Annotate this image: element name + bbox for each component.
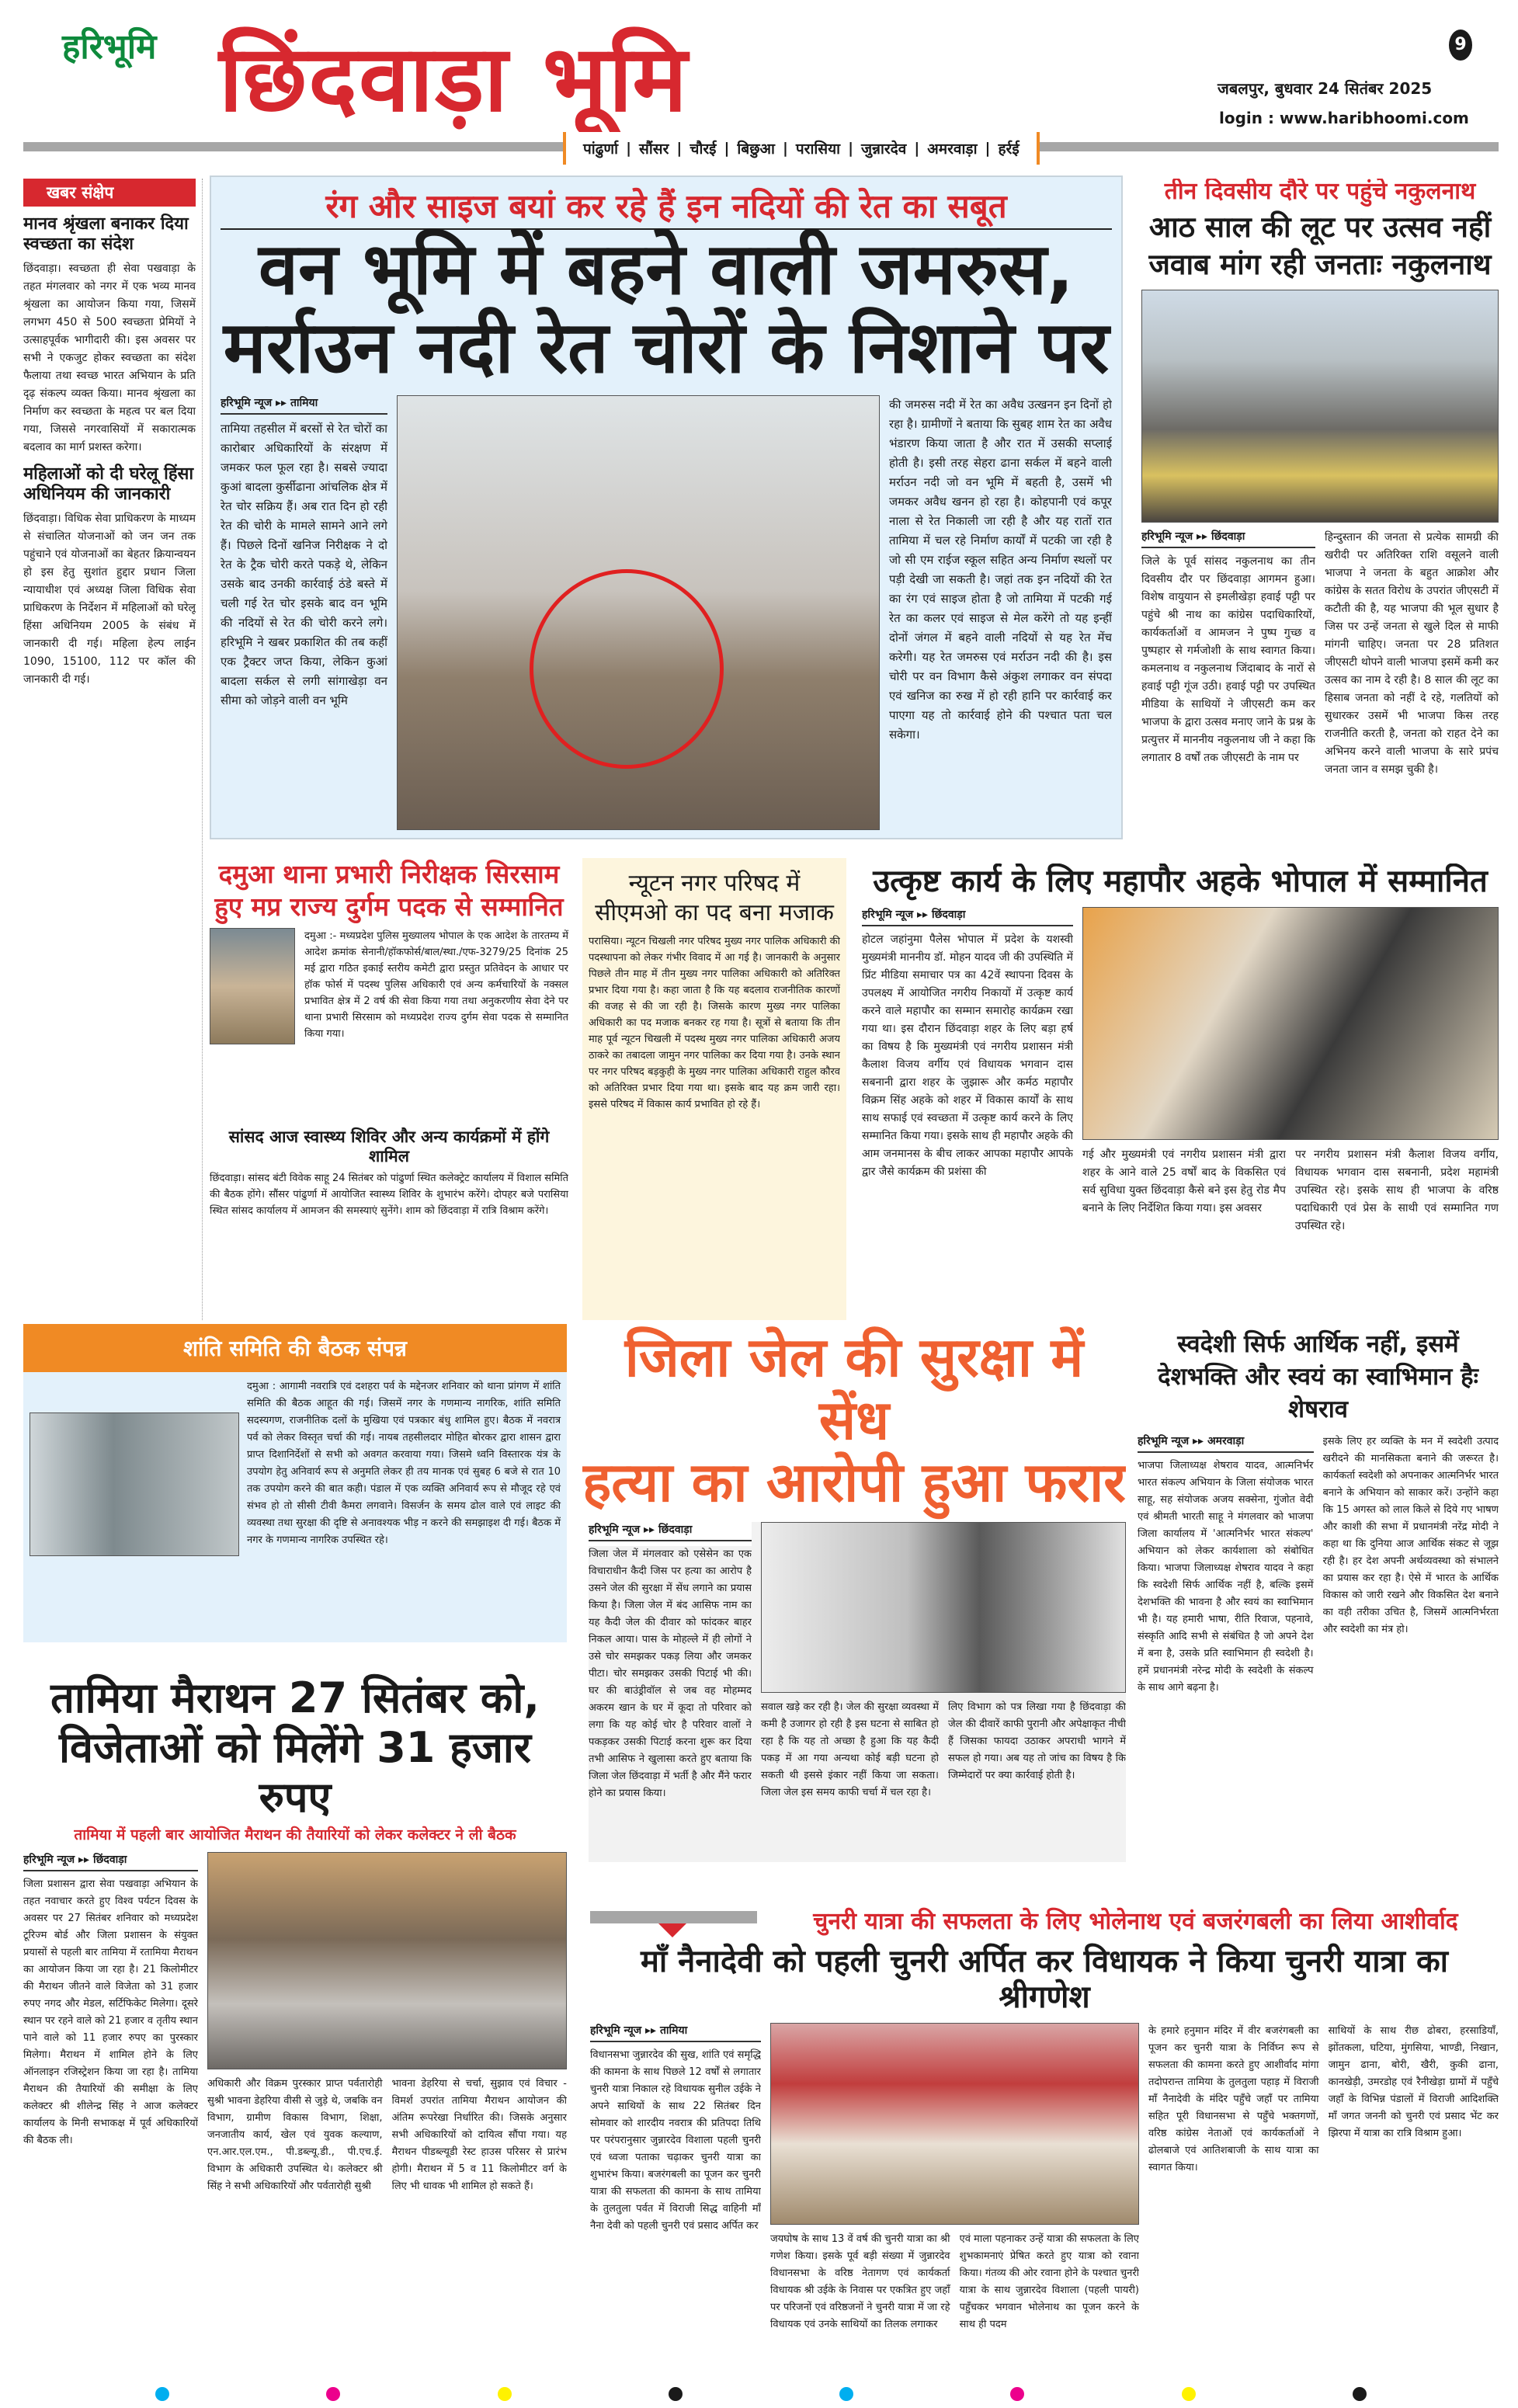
jail-story (582, 1326, 1126, 1862)
collector-meeting-photo (207, 1852, 567, 2069)
officer-photo (210, 928, 295, 1044)
jail-text-col: सवाल खड़े कर रही है। जेल की सुरक्षा व्यवस्था में कमी है उजागर हो रही है इस घटना से साबित हो रहा है कि यह तो अच्छा है हुआ कि यह कैदी पकड़ में आ गया अन्यथा कोई बड़ी घटना हो सकती थी इससे इंकार नहीं किया जा सकता। जिला जेल इस समय काफी चर्चा में चल रहा है। (761, 1701, 939, 1798)
brief-column (23, 179, 196, 1316)
award-photo (1082, 907, 1499, 1140)
nav-item-sausar[interactable]: सौंसर (639, 141, 669, 158)
chunri-headline: माँ नैनादेवी को पहली चुनरी अर्पित कर विधायक ने किया चुनरी यात्रा का श्रीगणेश (640, 1944, 1449, 2015)
damua-headline: दमुआ थाना प्रभारी निरीक्षक सिरसाम हुए मप्र राज्य दुर्गम पदक से सम्मानित (214, 859, 564, 922)
highlight-circle (530, 569, 724, 769)
shanti-box (23, 1372, 567, 1642)
chunri-text-col: साथियों के साथ रीछ ढोबरा, हरसाडियाँ, झोंतकला, घटिया, मुंगसिया, भाण्डी, निखान, जामुन ढाना, बोरी, खैरी, कुकी ढाना, कानखेड़ी, उमरडोह एवं रैनीखेड़ा ग्रामों में पहुँचे जहाँ के विभिन्न पंडालों में विराजी आदिशक्ति माँ जगत जननी को चुनरी एवं प्रसाद भेंट कर झिरपा में यात्रा का रात्रि विश्राम हुआ। (1328, 2025, 1499, 2139)
magenta-dot (326, 2387, 340, 2401)
cyan-dot (839, 2387, 853, 2401)
cyan-dot (155, 2387, 169, 2401)
newton-box (582, 858, 846, 1320)
nav-item-junnardev[interactable]: जुन्नारदेव (861, 141, 907, 158)
shanti-body: दमुआ : आगामी नवरात्रि एवं दशहरा पर्व के मद्देनजर शनिवार को थाना प्रांगण में शांति समिति की बैठक आहूत की गई। जिसमें नगर के गणमान्य नागरिक, शांति समिति सदस्यगण, राजनीतिक दलों के मुखिया एवं पत्रकार बंधु शामिल हुए। बैठक में नवरात्र पर्व को लेकर विस्तृत चर्चा की गई। नायब तहसीलदार मोहित बोरकर द्वारा शासन द्वारा प्राप्त दिशानिर्देशों से सभी को अवगत करवाया गया। जिसमे ध्वनि विस्तारक यंत्र के उपयोग हेतु अनिवार्य रूप से अनुमति लेकर ही तय मानक एवं सुबह 6 बजे से रात 10 तक उपयोग करने की बात कही। पंडाल में एक व्यक्ति अनिवार्य रूप से मौजूद रहे एवं संभव हो तो सीसी टीवी कैमरा लगवाने। विसर्जन के समय ढोल वाले एवं लाइट की व्यवस्था तथा सुरक्षा की दृष्टि से अनावश्यक भीड़ न करने की समझाइश दी गई। बैठक में नगर के गणमान्य नागरिक उपस्थित रहे। (247, 1381, 561, 1546)
chunri-yatra-photo (770, 2023, 1139, 2225)
chunri-byline: हरिभूमि न्यूज ▸▸ तामिया (590, 2023, 761, 2042)
brief-headline: महिलाओं को दी घरेलू हिंसा अधिनियम की जानकारी (23, 464, 194, 505)
nav-item-harrai[interactable]: हर्रई (998, 141, 1020, 158)
brief-label: खबर संक्षेप (23, 179, 196, 207)
page-title: छिंदवाड़ा भूमि (219, 25, 689, 132)
marathon-text-col: भावना डेहरिया से चर्चा, सुझाव एवं विचार - विमर्श उपरांत तामिया मैराथन आयोजन की अंतिम रूपरेखा निर्धारित की। जिसके अनुसार सभी अधिकारियों को दायित्व सौंपा गया। यह मैराथन पीडब्ल्यूडी रेस्ट हाउस परिसर से प्रारंभ होगी। मैराथन में 5 व 11 किलोमीटर वर्ग के लिए भी धावक भी शामिल हो सकते हैं। (391, 2077, 567, 2192)
mp-program-body: छिंदवाड़ा। सांसद बंटी विवेक साहू 24 सितंबर को पांढुर्णा स्थित कलेक्ट्रेट कार्यालय में विशाल समिति की बैठक होंगे। सौंसर पांढुर्णा में आयोजित स्वास्थ्य शिविर के शुभारंभ करेंगे। दोपहर बजे परासिया स्थित सांसद कार्यालय में आमजन की समस्याएं सुनेंगे। शाम को छिंदवाड़ा में रात्रि विश्राम करेंगे। (210, 1172, 568, 1217)
nav-item-pandhurna[interactable]: पांढुर्णा (583, 141, 619, 158)
swadeshi-text-col: इसके लिए हर व्यक्ति के मन में स्वदेशी उत्पाद खरीदने की मानसिकता बनाने की जरूरत है। कार्यकर्ता स्वदेशी को अपनाकर आत्मनिर्भर भारत बनाने के अभियान को साकार करें। उन्होंने कहा कि 15 अगस्त को लाल किले से दिये गए भाषण और काशी की सभा में प्रधानमंत्री नरेंद्र मोदी ने कहा था कि दुनिया आज आर्थिक संकट से जूझ रही है। हर देश अपनी अर्थव्यवस्था को संभालने का प्रयास कर रहा है। ऐसे में भारत के आर्थिक विकास को जारी रखने और विकसित देश बनाने का वही तरीका उचित है, जिसमें आत्मनिर्भरता और स्वदेशी का मंत्र हो। (1322, 1436, 1499, 1635)
chunri-story (590, 1906, 1499, 2380)
marathon-text-col: जिला प्रशासन द्वारा सेवा पखवाड़ा अभियान के तहत नवाचार करते हुए विश्व पर्यटन दिवस के अवसर पर 27 सितंबर शनिवार को मध्यप्रदेश टूरिज्म बोर्ड और जिला प्रशासन के संयुक्त प्रयासों से पहली बार तामिया में रतामिया मैराथन का आयोजन किया जा रहा है। 21 किलोमीटर की मैराथन जीतने वाले विजेता को 31 हजार रुपए नगद और मेडल, सर्टिफिकेट मिलेगा। दूसरे स्थान पर रहने वाले को 21 हजार व तृतीय स्थान पाने वाले को 11 हजार रुपए का पुरस्कार मिलेगा। मैराथन में शामिल होने के लिए ऑनलाइन रजिस्ट्रेशन किया जा रहा है। तामिया मैराथन की तैयारियों की समीक्षा के लिए कलेक्टर श्री शीलेन्द्र सिंह ने आज कलेक्टर कार्यालय के मिनी सभाकक्ष में पूर्व अधिकारियों की बैठक ली। (23, 1878, 198, 2146)
lead-headline: मर्राउन नदी रेत चोरों के निशाने पर (223, 306, 1110, 390)
newton-headline: सीएमओ का पद बना मजाक (595, 898, 834, 926)
marathon-text-col: अधिकारी और विक्रम पुरस्कार प्राप्त पर्वतारोही सुश्री भावना डेहरिया वीसी से जुड़े थे, जबकि वन विभाग, ग्रामीण विकास विभाग, शिक्षा, जनजातीय कार्य, खेल एवं युवक कल्याण, एन.आर.एल.एम., पी.डब्ल्यू.डी., पी.एच.ई. विभाग के अधिकारी उपस्थित थे। कलेक्टर श्री सिंह ने सभी अधिकारियों और पर्वतारोही सुश्री (207, 2077, 383, 2192)
swadeshi-text-col: भाजपा जिलाध्यक्ष शेषराव यादव, आत्मनिर्भर भारत संकल्प अभियान के जिला संयोजक भारत साहू, सह संयोजक अजय सक्सेना, गुंजोत वेदी एवं श्रीमती भारती साहू ने मंगलवार को भाजपा जिला कार्यालय में 'आत्मनिर्भर भारत संकल्प' अभियान को लेकर कार्यशाला को संबोधित किया। भाजपा जिलाध्यक्ष शेषराव यादव ने कहा कि स्वदेशी सिर्फ आर्थिक नहीं है, बल्कि इसमें देशभक्ति की भावना है और स्वयं का स्वाभिमान भी है। यह हमारी भाषा, रीति रिवाज, पहनावे, संस्कृति आदि सभी से संबंधित है जो अपने देश में बना है, उसके प्रति स्वाभिमान ही स्वदेशी है। हमें प्रधानमंत्री नरेन्द्र मोदी के स्वदेशी के संकल्प के साथ आगे बढ़ना है। (1138, 1460, 1314, 1694)
mahapaur-text-col: पर नगरीय प्रशासन मंत्री कैलाश विजय वर्गीय, विधायक भगवान दास सबनानी, प्रदेश महामंत्री उपस्थित रहे। इसके साथ ही भाजपा के वरिष्ठ पदाधिकारी एवं प्रेस के साथी एवं सम्मानित गण उपस्थित रहे। (1295, 1148, 1499, 1232)
dateline: जबलपुर, बुधवार 24 सितंबर 2025 (1218, 79, 1433, 98)
jail-headline: जिला जेल की सुरक्षा में सेंध (624, 1326, 1084, 1452)
chunri-text-col: के हमारे हनुमान मंदिर में वीर बजरंगबली का पूजन कर चुनरी यात्रा के निर्विघ्न रूप से सफलता की कामना करते हुए आशीर्वाद मांगा तदोपरान्त तामिया के तुलतुला पहाड़ में विराजी माँ नैनादेवी के मंदिर पहुँचे जहाँ पर तामिया सहित पूरी विधानसभा से पहुँचे भक्तगणों, वरिष्ठ कांग्रेस नेताओं एवं कार्यकर्ताओं ने ढोलबाजे एवं आतिशबाजी के साथ यात्रा का स्वागत किया। (1148, 2025, 1319, 2173)
nav-item-amarwara[interactable]: अमरवाड़ा (927, 141, 978, 158)
shanti-label: शांति समिति की बैठक संपन्न (23, 1324, 567, 1372)
nakulnath-byline: हरिभूमि न्यूज ▸▸ छिंदवाड़ा (1141, 529, 1315, 548)
marathon-story (23, 1673, 567, 2380)
magenta-dot (1010, 2387, 1024, 2401)
mahapaur-text-col: होटल जहांनुमा पैलेस भोपाल में प्रदेश के यशस्वी मुख्यमंत्री माननीय डॉ. मोहन यादव जी की उपस्थिति में प्रिंट मीडिया समाचार पत्र का 42वें स्थापना दिवस के उपलक्ष्य में आयोजित नगरीय निकायों में उत्कृष्ट कार्य करने वाले महापौर का सम्मान समारोह कार्यक्रम रखा गया था। इस दौरान छिंदवाड़ा शहर के लिए बड़ा हर्ष का विषय है कि मुख्यमंत्री एवं नगरीय प्रशासन मंत्री कैलाश विजय वर्गीय एवं विधायक भगवान दास सबनानी द्वारा शहर के जुझारू और कर्मठ महापौर विक्रम सिंह अहके को शहर में विकास कार्यों के साथ साथ सफाई एवं स्वच्छता में उत्कृष्ट कार्य करने के लिए सम्मानित किया गया। इसके साथ ही महापौर अहके की आम जनमानस के बीच लाकर आपका महापौर आपके द्वार जैसे कार्यक्रम की प्रशंसा की (862, 933, 1073, 1178)
nakulnath-text-col: जिले के पूर्व सांसद नकुलनाथ का तीन दिवसीय दौर पर छिंदवाड़ा आगमन हुआ। विशेष वायुयान से इमलीखेड़ा हवाई पट्टी पर पहुंचे श्री नाथ का कांग्रेस पदाधिकारियों, कार्यकर्ताओं व आमजन ने पुष्प गुच्छ व पुष्पहार से गर्मजोशी के साथ स्वागत किया। कमलनाथ व नकुलनाथ जिंदाबाद के नारों से हवाई पट्टी गूंज उठी। हवाई पट्टी पर उपस्थित मीडिया के साथियों ने जीएसटी कम कर भाजपा के द्वारा उत्सव मनाए जाने के प्रश्न के प्रत्युत्तर में माननीय नकुलनाथ जी ने कहा कि लगातार 8 वर्षों तक जीएसटी के नाम पर (1141, 554, 1315, 764)
lead-headline: वन भूमि में बहने वाली जमरुस, (259, 228, 1074, 311)
chunri-text-col: एवं माला पहनाकर उन्हें यात्रा की सफलता के लिए शुभकामनाएं प्रेषित करते हुए यात्रा को रवाना किया। गंतव्य की ओर रवाना होने के पश्चात चुनरी यात्रा के साथ जुन्नारदेव विशाला (पहली पायरी) पहुँचकर भगवान भोलेनाथ का पूजन करने के साथ ही पदम (959, 2233, 1139, 2330)
jail-text-col: जिला जेल में मंगलवार को एसेसेन का एक विचाराधीन कैदी जिस पर हत्या का आरोप है उसने जेल की सुरक्षा में सेंध लगाने का प्रयास किया है। जिला जेल में बंद आसिफ नाम का यह कैदी जेल की दीवार को फांदकर बाहर निकल आया। पास के मोहल्ले में ही लोगों ने उसे चोर समझकर पकड़ लिया और जमकर पीटा। चोर समझकर उसकी पिटाई भी की। घर की बाउंड्रीवॉल से जब वह मोहम्मद अकरम खान के घर में कूदा तो परिवार को लगा कि यह कोई चोर है परिवार वालों ने पकड़कर उसकी पिटाई करना शुरू कर दिया तभी आसिफ ने खुलासा करते हुए बताया कि जिला जेल छिंदवाड़ा में भर्ती है और मैंने फरार होने का प्रयास किया। (589, 1546, 752, 1863)
black-dot (669, 2387, 683, 2401)
nav-item-bichhua[interactable]: बिछुआ (737, 141, 775, 158)
nakulnath-photo (1141, 290, 1499, 523)
brand-logo: हरिभूमि (62, 27, 157, 67)
mahapaur-byline: हरिभूमि न्यूज ▸▸ छिंदवाड़ा (862, 907, 1073, 926)
sand-mining-photo (397, 395, 880, 830)
chevron-down-icon (658, 1923, 686, 1937)
shanti-story (23, 1324, 567, 1642)
jail-byline: हरिभूमि न्यूज ▸▸ छिंदवाड़ा (589, 1522, 752, 1541)
page-number-badge: 9 (1449, 30, 1472, 61)
marathon-byline: हरिभूमि न्यूज ▸▸ छिंदवाड़ा (23, 1852, 198, 1871)
brief-body: छिंदवाड़ा। स्वच्छता ही सेवा पखवाड़ा के तहत मंगलवार को नगर में एक भव्य मानव श्रृंखला का आयोजन किया गया, जिसमें लगभग 450 से 500 स्वच्छता प्रेमियों ने उत्साहपूर्वक भागीदारी की। इस अवसर पर सभी ने एकजुट होकर स्वच्छता का संदेश फैलाया तथा स्वच्छ भारत अभियान के प्रति दृढ़ संकल्प व्यक्त किया। मानव श्रृंखला का निर्माण कर स्वच्छता के महत्व पर बल दिया गया, जिससे नगरवासियों में सकारात्मक बदलाव का मार्ग प्रशस्त करेगा। (23, 262, 196, 453)
lead-text-col: की जमरुस नदी में रेत का अवैध उत्खनन इन दिनों हो रहा है। ग्रामीणों ने बताया कि सुबह शाम रेत का अवैध भंडारण किया जाता है और रात में उसकी सप्लाई होती है। इसी तरह सेहरा ढाना सर्कल में बहने वाली मर्राउन नदी जो वन भूमि में बहती है, उसमें भी जमकर अवैध खनन हो रहा है। कोहपानी एवं कपूर नाला से रेत निकाली जा रही है और यह रातों रात तामिया में चल रहे निर्माण कार्यों में पटकी जा रही है जो सी एम राईज स्कूल सहित अन्य निर्माण स्थलों पर पड़ी देखी जा सकती है। जहां तक इन नदियों की रेत का रंग एवं साइज होता है जो तामिया में पटकी गई रेत का कलर एवं साइज से मेल करेंगे तो यह इन्हीं दोनों जंगल में बहने वाली नदियों से यह रेत मेंच करेगी। यह रेत जमरुस एवं मर्राउन नदी की है। इस चोरी पर वन विभाग कैसे अंकुश लगाकर वन संपदा एवं खनिज का रुख में हो रही हानि पर कार्रवाई कर पाएगा यह तो कार्रवाई होने की पश्चात पता चल सकेगा। (889, 397, 1112, 742)
login-url[interactable]: login : www.haribhoomi.com (1219, 109, 1469, 127)
brief-headline: मानव श्रृंखला बनाकर दिया स्वच्छता का संदेश (23, 214, 189, 255)
swadeshi-byline: हरिभूमि न्यूज ▸▸ अमरवाड़ा (1138, 1433, 1314, 1453)
nav-item-parasia[interactable]: परासिया (795, 141, 841, 158)
swadeshi-story (1138, 1328, 1499, 1862)
mahapaur-story (862, 863, 1499, 1320)
nakulnath-text-col: हिन्दुस्तान की जनता से प्रत्येक सामग्री की खरीदी पर अतिरिक्त राशि वसूलने वाली भाजपा ने जनता के बहुत आक्रोश और कांग्रेस के सतत विरोध के उपरांत जीएसटी में कटौती की है, यह भाजपा की भूल सुधार है जिस पर उन्हें जनता से खुले दिल से माफी मांगनी चाहिए। जनता पर 28 प्रतिशत जीएसटी थोपने वाली भाजपा इसमें कमी कर उत्सव का नाम दे रही है। 8 साल की लूट का हिसाब जनता को नहीं दे रहे, गलतियों को सुधारकर उसमें भी भाजपा किस तरह राजनीति करती है, जनता को राहत देने का अभिनय करने वाली भाजपा के सारे प्रपंच जनता जान व समझ चुकी है। (1325, 530, 1499, 776)
lead-story (210, 175, 1123, 839)
meeting-photo (30, 1412, 239, 1556)
brief-body: छिंदवाड़ा। विधिक सेवा प्राधिकरण के माध्यम से संचालित योजनाओं को जन जन तक पहुंचाने एवं योजनाओं का बेहतर क्रियान्वयन हो इस हेतु सुशांत हुद्दार प्रधान जिला न्यायाधीश एवं अध्यक्ष जिला विधिक सेवा प्राधिकरण के निर्देशन में महिलाओं को घरेलू हिंसा अधिनियम 2005 के संबंध में जानकारी दी गई। महिला हेल्प लाईन 1090, 15100, 112 पर कॉल की जानकारी दी गई। (23, 512, 196, 686)
damua-body: दमुआ :- मध्यप्रदेश पुलिस मुख्यालय भोपाल के एक आदेश के तारतम्य में आदेश क्रमांक सेनानी/हॉकफोर्स/बाल/स्था./एफ-3279/25 दिनांक 25 मई द्वारा गठित इकाई स्तरीय कमेटी द्वारा प्रस्तुत प्रतिवेदन के आधार पर हॉक फोर्स में पदस्थ पुलिस अधिकारी एवं अन्य कर्मचारियों के नक्सल प्रभावित क्षेत्र में 2 वर्ष की सेवा किया गया तथा अनुकरणीय सेवा देने पर थाना प्रभारी सिरसाम को मध्यप्रदेश राज्य दुर्गम सेवा पदक से सम्मानित किया गया। (304, 930, 568, 1040)
nakulnath-story (1141, 179, 1499, 839)
damua-story (210, 858, 568, 1320)
marathon-headline: तामिया मैराथन 27 सितंबर को, विजेताओं को मिलेंगे 31 हजार रुपए (50, 1673, 540, 1822)
newton-body: परासिया। न्यूटन चिखली नगर परिषद मुख्य नगर पालिक अधिकारी की पदस्थापना को लेकर गंभीर विवाद में आ गई है। जानकारी के अनुसार पिछले तीन माह में तीन मुख्य नगर पालिका अधिकारी को अतिरिक्त प्रभार दिया गया है। कहा जाता है कि यह बदलाव राजनीतिक कारणों की वजह से की जा रही है। जिसके कारण मुख्य नगर पालिका अधिकारी का पद मजाक बनकर रह गया है। सूत्रों से बताया कि तीन माह पूर्व न्यूटन चिखली में पदस्थ मुख्य नगर पालिका अधिकारी अजय ठाकरे का तबादला जामुन नगर पालिका कर दिया गया है। उनके स्थान पर नगर परिषद बड़कुही के मुख्य नगर पालिका अधिकारी राहुल कौरव को अतिरिक्त प्रभार दिया गया था। इसके बाद यह क्रम जारी रहा। इससे परिषद में विकास कार्य प्रभावित हो रहे हैं। (589, 936, 840, 1110)
chunri-marker (590, 1906, 757, 1937)
jail-headline: हत्या का आरोपी हुआ फरार (582, 1451, 1126, 1514)
nav-item-chaurai[interactable]: चौरई (690, 141, 717, 158)
swadeshi-headline: स्वदेशी सिर्फ आर्थिक नहीं, इसमें देशभक्ति और स्वयं का स्वाभिमान हैः शेषराव (1158, 1330, 1478, 1423)
jail-text-col: लिए विभाग को पत्र लिखा गया है छिंदवाड़ा की जेल की दीवारें काफी पुरानी और अपेक्षाकृत नीची हैं जिसका फायदा उठाकर अपराधी भागने में सफल हो गया। अब यह तो जांच का विषय है कि जिम्मेदारों पर क्या कार्रवाई होती है। (948, 1701, 1126, 1781)
edition-nav: पांढुर्णा | सौंसर | चौरई | बिछुआ | परासिया | जुन्नारदेव | अमरवाड़ा | हर्रई (563, 132, 1040, 165)
registration-marks (155, 2387, 1367, 2401)
lead-byline: हरिभूमि न्यूज ▸▸ तामिया (221, 395, 387, 415)
mp-program-headline: सांसद आज स्वास्थ्य शिविर और अन्य कार्यक्रमों में होंगे शामिल (228, 1128, 550, 1166)
yellow-dot (498, 2387, 512, 2401)
mahapaur-text-col: गई और मुख्यमंत्री एवं नगरीय प्रशासन मंत्री द्वारा शहर के आने वाले 25 वर्षों बाद के विकसित एवं सर्व सुविधा युक्त छिंदवाड़ा कैसे बने इस हेतु रोड मैप बनाने के लिए निर्देशित किया गया। इस अवसर (1082, 1148, 1286, 1214)
chunri-text-col: जयघोष के साथ 13 वें वर्ष की चुनरी यात्रा का श्री गणेश किया। इसके पूर्व बड़ी संख्या में जुन्नारदेव विधानसभा के वरिष्ठ नेतागण एवं कार्यकर्ता विधायक श्री उईके के निवास पर एकत्रित हुए जहाँ पर परिजनों एवं वरिष्ठजनों ने चुनरी यात्रा में जा रहे विधायक एवं उनके साथियों का तिलक लगाकर (770, 2233, 950, 2330)
yellow-dot (1182, 2387, 1196, 2401)
column-divider (202, 179, 203, 1320)
newton-headline: न्यूटन नगर परिषद में (628, 870, 801, 897)
black-dot (1353, 2387, 1367, 2401)
nakulnath-kicker: तीन दिवसीय दौरे पर पहुंचे नकुलनाथ (1164, 179, 1476, 205)
lead-text-col: तामिया तहसील में बरसों से रेत चोरों का कारोबार अधिकारियों के संरक्षण में जमकर फल फूल रहा है। सबसे ज्यादा कुआं बादला कुर्सीढाना आंचलिक क्षेत्र में रेत चोर सक्रिय हैं। अब रात दिन हो रही रेत की चोरी के मामले सामने आने लगे हैं। पिछले दिनों खनिज निरीक्षक ने दो रेत के ट्रैक चोरी करते पकड़े थे, लेकिन उसके बाद उनकी कार्रवाई ठंडे बस्ते में चली गई रेत चोर इसके बाद वन भूमि की नदियों से रेत की चोरी करने लगे। हरिभूमि ने खबर प्रकाशित की तब कहीं एक ट्रैक्टर जप्त किया, लेकिन कुआं बादला सर्कल से लगी सांगाखेड़ा वन सीमा को जोड़ने वाली वन भूमि (221, 421, 387, 707)
lead-kicker: रंग और साइज बयां कर रहे हैं इन नदियों की रेत का सबूत (221, 188, 1112, 230)
marathon-subheadline: तामिया में पहली बार आयोजित मैराथन की तैयारियों को लेकर कलेक्टर ने ली बैठक (74, 1826, 516, 1843)
chunri-text-col: विधानसभा जुन्नारदेव की सुख, शांति एवं समृद्धि की कामना के साथ पिछले 12 वर्षों से लगातार चुनरी यात्रा निकाल रहे विधायक सुनील उईके ने अपने साथियों के साथ 22 सितंबर दिन सोमवार को शारदीय नवरात्र की प्रतिपदा तिथि पर परंपरानुसार जुन्नारदेव विशाला पहली चुनरी एवं ध्वजा पताका चढ़ाकर चुनरी यात्रा का शुभारंभ किया। बजरंगबली का पूजन कर चुनरी यात्रा की सफलता की कामना के साथ तामिया के तुलतुला पर्वत में विराजी सिद्ध वाहिनी माँ नैना देवी को पहली चुनरी एवं प्रसाद अर्पित कर (590, 2049, 761, 2232)
nakulnath-headline: आठ साल की लूट पर उत्सव नहीं जवाब मांग रही जनताः नकुलनाथ (1148, 210, 1492, 281)
jail-photo (761, 1522, 1126, 1693)
chunri-kicker: चुनरी यात्रा की सफलता के लिए भोलेनाथ एवं बजरंगबली का लिया आशीर्वाद (813, 1907, 1458, 1935)
mahapaur-headline: उत्कृष्ट कार्य के लिए महापौर अहके भोपाल में सम्मानित (873, 863, 1488, 899)
